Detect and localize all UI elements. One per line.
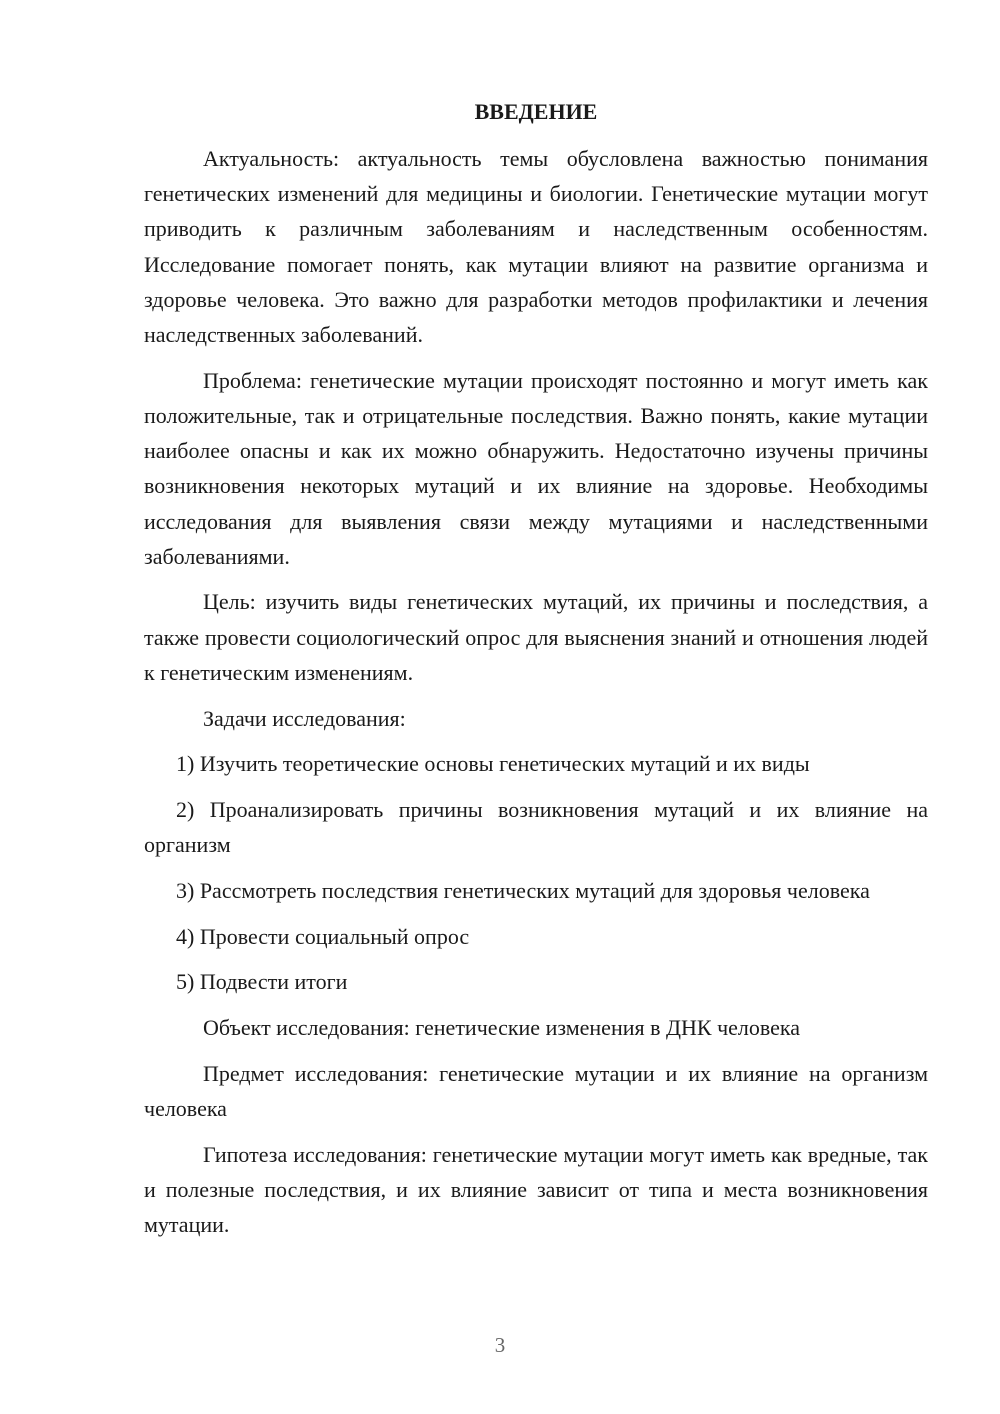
paragraph-object: Объект исследования: генетические изменения в ДНК человека	[203, 1014, 801, 1040]
task-item-1: 1) Изучить теоретические основы генетических мутаций и их виды	[176, 751, 810, 777]
paragraph-goal: Цель: изучить виды генетических мутаций, их причины и последствия, а также провести социологический опрос для выяснения знаний и отношения людей к генетическим изменениям.	[144, 589, 928, 685]
task-item-4: 4) Провести социальный опрос	[176, 923, 470, 949]
paragraph-problem: Проблема: генетические мутации происходят постоянно и могут иметь как положительные, так и отрицательные последствия. Важно понять, какие мутации наиболее опасны и как их можно обнаружить. Недостаточно изучены причины возникновения некоторых мутаций и их влияние на здоровье. Необходимы исследования для выявления связи между мутациями и наследственными заболеваниями.	[144, 367, 928, 569]
task-item-5: 5) Подвести итоги	[176, 969, 348, 995]
section-title: ВВЕДЕНИЕ	[474, 99, 598, 124]
document-page	[144, 94, 928, 1253]
paragraph-tasks-heading: Задачи исследования:	[203, 705, 406, 731]
task-item-2: 2) Проанализировать причины возникновения мутаций и их влияние на организм	[144, 796, 928, 858]
paragraph-subject: Предмет исследования: генетические мутации и их влияние на организм человека	[144, 1060, 928, 1121]
page-number: 3	[494, 1333, 506, 1357]
paragraph-hypothesis: Гипотеза исследования: генетические мутации могут иметь как вредные, так и полезные последствия, и их влияние зависит от типа и места возникновения мутации.	[144, 1141, 928, 1237]
paragraph-relevance: Актуальность: актуальность темы обусловлена важностью понимания генетических изменений для медицины и биологии. Генетические мутации могут приводить к различным заболеваниям и наследственным особенностям. Исследование помогает понять, как мутации влияют на развитие организма и здоровье человека. Это важно для разработки методов профилактики и лечения наследственных заболеваний.	[144, 146, 928, 348]
task-item-3: 3) Рассмотреть последствия генетических мутаций для здоровья человека	[176, 877, 870, 903]
